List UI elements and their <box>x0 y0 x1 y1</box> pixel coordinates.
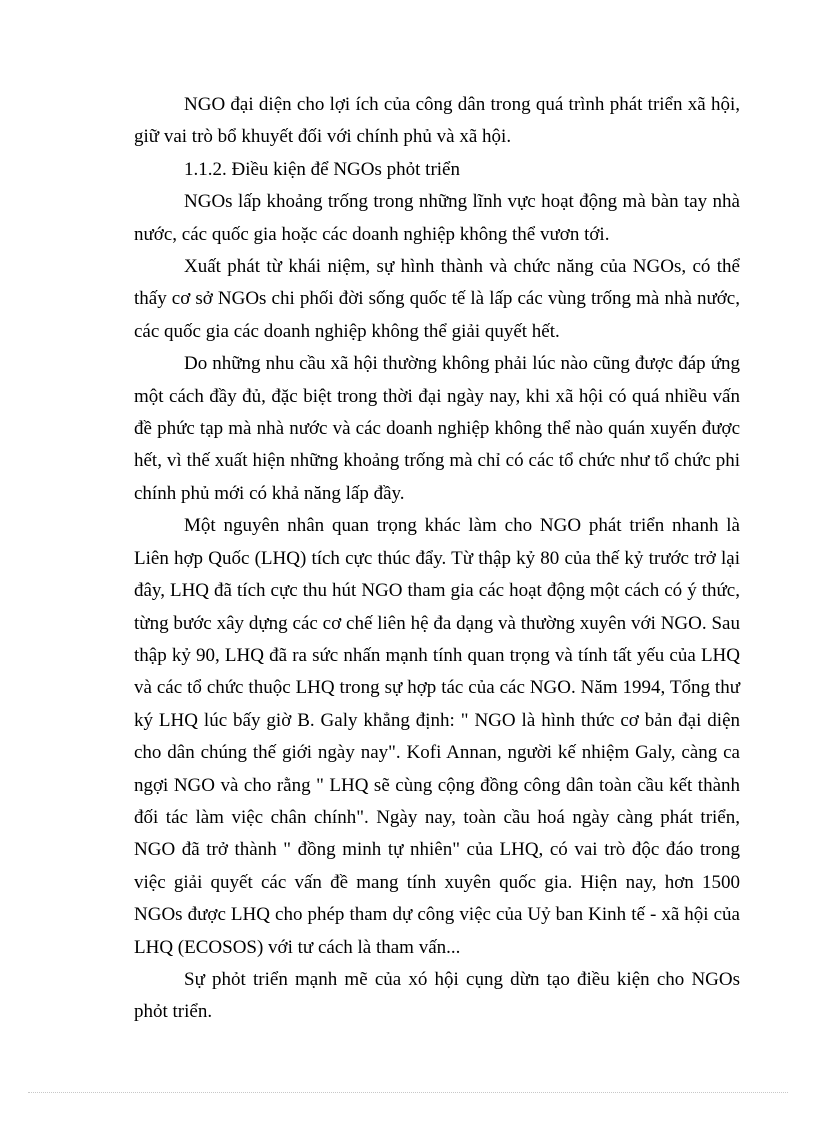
paragraph-ngo-role: NGO đại diện cho lợi ích của công dân trong quá trình phát triển xã hội, giữ vai trò bổ khuyết đối với chính phủ và xã hội. <box>134 94 740 148</box>
paragraph-civil-society: Sự phỏt triển mạnh mẽ của xó hội cụng dừn tạo điều kiện cho NGOs phỏt triển. <box>134 968 740 1023</box>
paragraph-united-nations: Một nguyên nhân quan trọng khác làm cho NGO phát triển nhanh là Liên hợp Quốc (LHQ) tích cực thúc đẩy. Từ thập kỷ 80 của thế kỷ trước trở lại đây, LHQ đã tích cực thu hút NGO tham gia các hoạt động một cách có ý thức, từng bước xây dựng các cơ chế liên hệ đa dạng và thường xuyên với NGO. Sau thập kỷ 90, LHQ đã ra sức nhấn mạnh tính quan trọng và tính tất yếu của LHQ và các tổ chức thuộc LHQ trong sự hợp tác của các NGO. Năm 1994, Tổng thư ký LHQ lúc bấy giờ B. Galy khẳng định: " NGO là hình thức cơ bản đại diện cho dân chúng thế giới ngày nay". Kofi Annan, người kế nhiệm Galy, càng ca ngợi NGO và cho rằng " LHQ sẽ cùng cộng đồng công dân toàn cầu kết thành đối tác làm việc chân chính". Ngày nay, toàn cầu hoá ngày càng phát triển, NGO đã trở thành " đồng minh tự nhiên" của LHQ, có vai trò độc đáo trong việc giải quyết các vấn đề mang tính xuyên quốc gia. Hiện nay, hơn 1500 NGOs được LHQ cho phép tham dự công việc của Uỷ ban Kinh tế - xã hội của LHQ (ECOSOS) với tư cách là tham vấn... <box>134 515 740 958</box>
paragraph-social-needs: Do những nhu cầu xã hội thường không phải lúc nào cũng được đáp ứng một cách đầy đủ, đặc biệt trong thời đại ngày nay, khi xã hội có quá nhiều vấn đề phức tạp mà nhà nước và các doanh nghiệp không thể nào quán xuyến được hết, vì thế xuất hiện những khoảng trống mà chỉ có các tổ chức như tổ chức phi chính phủ mới có khả năng lấp đầy. <box>134 353 740 504</box>
paragraph-origin: Xuất phát từ khái niệm, sự hình thành và chức năng của NGOs, có thể thấy cơ sở NGOs chi phối đời sống quốc tế là lấp các vùng trống mà nhà nước, các quốc gia các doanh nghiệp không thể giải quyết hết. <box>134 256 740 342</box>
paragraph-fill-gaps: NGOs lấp khoảng trống trong những lĩnh vực hoạt động mà bàn tay nhà nước, các quốc gia hoặc các doanh nghiệp không thể vươn tới. <box>134 191 740 245</box>
section-heading-1-1-2: 1.1.2. Điều kiện để NGOs phỏt triển <box>184 158 460 180</box>
document-body <box>134 89 740 1029</box>
page-bottom-divider <box>28 1092 788 1093</box>
